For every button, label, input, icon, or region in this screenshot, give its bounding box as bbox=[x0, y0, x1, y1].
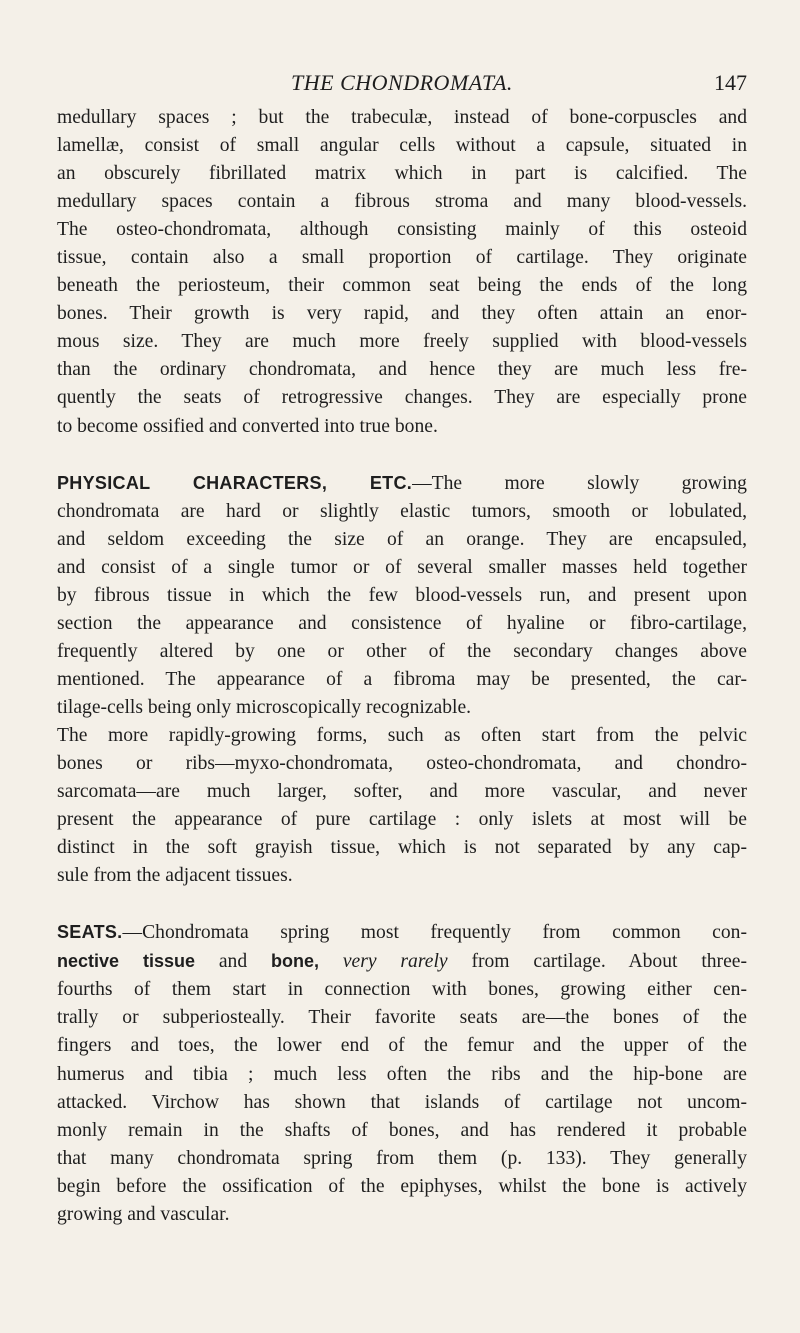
paragraph-medullary bbox=[57, 104, 747, 441]
text-line: attacked. Virchow has shown that islands of cartilage not uncom- bbox=[57, 1091, 747, 1113]
text-line: lamellæ, consist of small angular cells without a capsule, situated in bbox=[57, 135, 747, 157]
paragraph-rapid-forms bbox=[57, 722, 747, 890]
text-line: The osteo-chondromata, although consisting mainly of this osteoid bbox=[57, 219, 747, 241]
text-line: chondromata are hard or slightly elastic tumors, smooth or lobulated, bbox=[57, 500, 747, 522]
text-line: fingers and toes, the lower end of the femur and the upper of the bbox=[57, 1035, 747, 1057]
text-line: growing and vascular. bbox=[57, 1203, 230, 1225]
text-line: than the ordinary chondromata, and hence they are much less fre- bbox=[57, 359, 747, 381]
text-line: monly remain in the shafts of bones, and has rendered it probable bbox=[57, 1119, 747, 1141]
text-line: distinct in the soft grayish tissue, which is not separated by any cap- bbox=[57, 837, 747, 859]
text-line: PHYSICAL CHARACTERS, ETC.—The more slowly growing bbox=[57, 472, 747, 494]
text-line: medullary spaces contain a fibrous stroma and many blood-vessels. bbox=[57, 191, 747, 213]
text-line: that many chondromata spring from them (p. 133). They generally bbox=[57, 1147, 747, 1169]
text-line: to become ossified and converted into true bone. bbox=[57, 415, 438, 437]
text-line: tilage-cells being only microscopically recognizable. bbox=[57, 696, 472, 718]
page bbox=[57, 70, 747, 1229]
text-line: frequently altered by one or other of the secondary changes above bbox=[57, 640, 747, 662]
text-line: humerus and tibia ; much less often the ribs and the hip-bone are bbox=[57, 1063, 747, 1085]
text-line: SEATS.—Chondromata spring most frequently from common con- bbox=[57, 922, 747, 944]
text-line: present the appearance of pure cartilage : only islets at most will be bbox=[57, 809, 747, 831]
body-text bbox=[57, 104, 747, 1229]
text-line: and seldom exceeding the size of an orange. They are encapsuled, bbox=[57, 528, 747, 550]
text-line: tissue, contain also a small proportion of cartilage. They originate bbox=[57, 247, 747, 269]
paragraph-seats bbox=[57, 918, 747, 1229]
text-line: section the appearance and consistence of hyaline or fibro-cartilage, bbox=[57, 612, 747, 634]
text-line: medullary spaces ; but the trabeculæ, instead of bone-corpuscles and bbox=[57, 107, 747, 128]
paragraph-physical-characters bbox=[57, 469, 747, 722]
text-line: beneath the periosteum, their common seat being the ends of the long bbox=[57, 275, 747, 297]
text-line: begin before the ossification of the epiphyses, whilst the bone is actively bbox=[57, 1175, 747, 1197]
section-heading-seats: SEATS. bbox=[57, 922, 123, 943]
text-line: by fibrous tissue in which the few blood-vessels run, and present upon bbox=[57, 584, 747, 606]
text-line: fourths of them start in connection with bones, growing either cen- bbox=[57, 979, 747, 1001]
text-line: sarcomata—are much larger, softer, and more vascular, and never bbox=[57, 781, 747, 803]
text-line: bones. Their growth is very rapid, and they often attain an enor- bbox=[57, 303, 747, 325]
text-line: an obscurely fibrillated matrix which in part is calcified. The bbox=[57, 163, 747, 185]
text-line: trally or subperiosteally. Their favorite seats are—the bones of the bbox=[57, 1007, 747, 1029]
text-line: bones or ribs—myxo-chondromata, osteo-chondromata, and chondro- bbox=[57, 753, 747, 775]
text-line: and consist of a single tumor or of several smaller masses held together bbox=[57, 556, 747, 578]
running-header bbox=[57, 70, 747, 104]
text-line: The more rapidly-growing forms, such as often start from the pelvic bbox=[57, 724, 747, 746]
section-heading-physical: PHYSICAL CHARACTERS, ETC. bbox=[57, 472, 413, 493]
text-line: sule from the adjacent tissues. bbox=[57, 865, 293, 887]
text-line: mentioned. The appearance of a fibroma may be presented, the car- bbox=[57, 668, 747, 690]
text-line: quently the seats of retrogressive changes. They are especially prone bbox=[57, 387, 747, 409]
running-title: THE CHONDROMATA. bbox=[291, 70, 513, 95]
page-number: 147 bbox=[714, 70, 747, 95]
text-line: nective tissue and bone, very rarely from cartilage. About three- bbox=[57, 951, 748, 973]
text-line: mous size. They are much more freely supplied with blood-vessels bbox=[57, 331, 747, 353]
